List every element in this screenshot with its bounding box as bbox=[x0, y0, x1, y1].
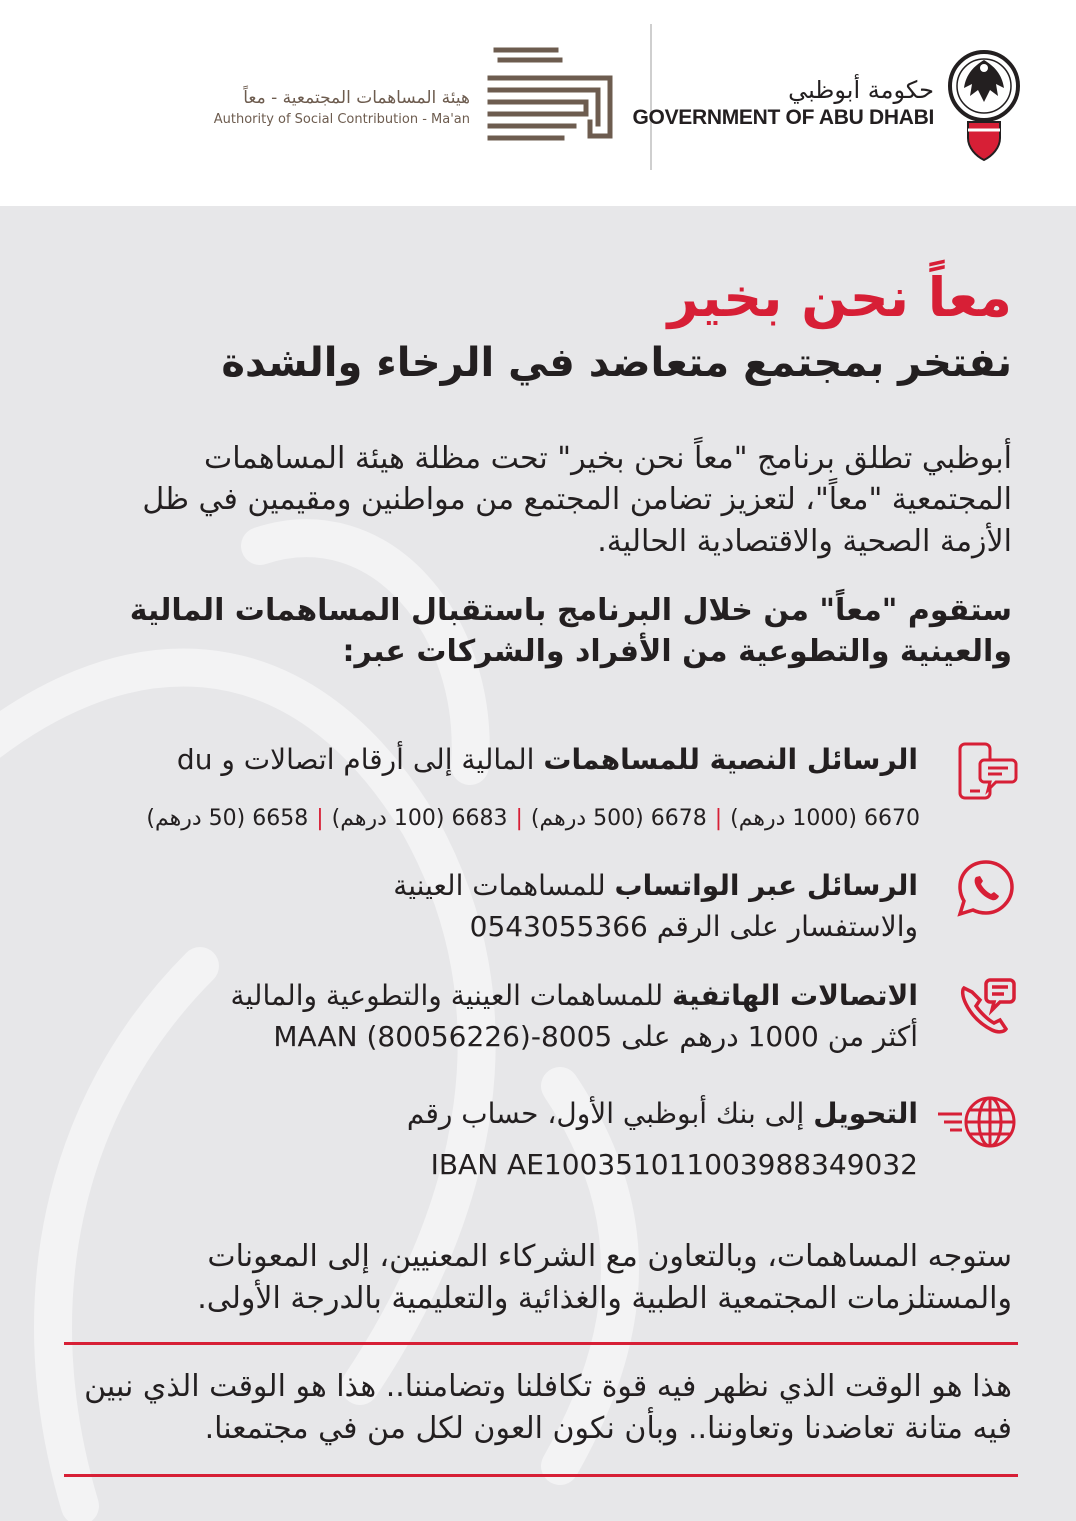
page-title: معاً نحن بخير bbox=[667, 266, 1012, 329]
whatsapp-channel-text: للمساهمات العينية bbox=[393, 869, 615, 902]
phone-number: أكثر من 1000 درهم على 8005-MAAN (80056226) bbox=[273, 1019, 918, 1053]
background-watermark bbox=[0, 206, 1076, 1521]
red-divider-bottom bbox=[64, 1474, 1018, 1477]
phone-call-icon bbox=[954, 974, 1018, 1038]
sms-number-500: 6678 (500 درهم) bbox=[530, 806, 707, 831]
sms-channel-text: المالية إلى أرقام اتصالات و du bbox=[176, 743, 544, 776]
maan-name-arabic: هيئة المساهمات المجتمعية - معاً bbox=[243, 88, 470, 108]
content-panel bbox=[0, 206, 1076, 1521]
sms-number-100: 6683 (100 درهم) bbox=[331, 806, 508, 831]
bank-transfer-icon bbox=[936, 1092, 1018, 1156]
phone-channel bbox=[230, 976, 918, 1057]
government-name bbox=[633, 76, 935, 130]
iban-number: IBAN AE100351011003988349032 bbox=[430, 1147, 918, 1181]
transfer-channel bbox=[407, 1094, 918, 1185]
phone-channel-bold: الاتصالات الهاتفية bbox=[672, 979, 918, 1012]
transfer-channel-title bbox=[407, 1094, 918, 1135]
number-separator: | bbox=[316, 806, 324, 831]
government-name-english: GOVERNMENT OF ABU DHABI bbox=[632, 106, 934, 129]
whatsapp-channel-bold: الرسائل عبر الواتساب bbox=[614, 869, 918, 902]
phone-channel-text: للمساهمات العينية والتطوعية والمالية bbox=[230, 979, 673, 1012]
number-separator: | bbox=[714, 806, 723, 831]
sms-channel-title bbox=[177, 740, 918, 781]
transfer-channel-text: إلى بنك أبوظبي الأول، حساب رقم bbox=[406, 1097, 814, 1130]
maan-logo bbox=[486, 44, 616, 154]
mission-paragraph: ستقوم "معاً" من خلال البرنامج باستقبال المساهمات المالية والعينية والتطوعية من الأفراد والشركات عبر: bbox=[129, 593, 1012, 670]
header bbox=[0, 0, 1076, 206]
transfer-channel-bold: التحويل bbox=[813, 1097, 918, 1130]
mobile-sms-icon bbox=[956, 738, 1018, 808]
phone-channel-title bbox=[230, 976, 918, 1017]
abu-dhabi-emblem bbox=[944, 44, 1024, 164]
closing-paragraph: ستوجه المساهمات، وبالتعاون مع الشركاء المعنيين، إلى المعونات والمستلزمات المجتمعية الطبية والغذائية والتعليمية بالدرجة الأولى. bbox=[197, 1239, 1012, 1316]
whatsapp-channel-title bbox=[393, 866, 918, 907]
sms-channel bbox=[177, 740, 918, 781]
maan-authority-name bbox=[214, 88, 470, 127]
intro-paragraph: أبوظبي تطلق برنامج "معاً نحن بخير" تحت مظلة هيئة المساهمات المجتمعية "معاً"، لتعزيز تضامن المجتمع من مواطنين ومقيمين في ظل الأزمة الصحية والاقتصادية الحالية. bbox=[142, 441, 1012, 559]
page-subtitle: نفتخر بمجتمع متعاضد في الرخاء والشدة bbox=[221, 340, 1012, 386]
whatsapp-number: والاستفسار على الرقم 0543055366 bbox=[469, 909, 918, 943]
whatsapp-icon bbox=[954, 856, 1018, 920]
red-divider-top bbox=[64, 1342, 1018, 1345]
sms-number-1000: 6670 (1000 درهم) bbox=[730, 806, 920, 831]
sms-number-50: 6658 (50 درهم) bbox=[146, 806, 309, 831]
whatsapp-channel bbox=[393, 866, 918, 947]
sms-numbers bbox=[146, 800, 920, 831]
maan-name-english: Authority of Social Contribution - Ma'an bbox=[213, 112, 470, 127]
final-message: هذا هو الوقت الذي نظهر فيه قوة تكافلنا وتضامننا.. هذا هو الوقت الذي نبين فيه متانة تعاضدنا وتعاوننا.. وبأن نكون العون لكل من في مجتمعنا. bbox=[84, 1369, 1012, 1446]
government-name-arabic: حكومة أبوظبي bbox=[788, 76, 934, 104]
number-separator: | bbox=[515, 806, 523, 831]
sms-channel-bold: الرسائل النصية للمساهمات bbox=[543, 743, 918, 776]
